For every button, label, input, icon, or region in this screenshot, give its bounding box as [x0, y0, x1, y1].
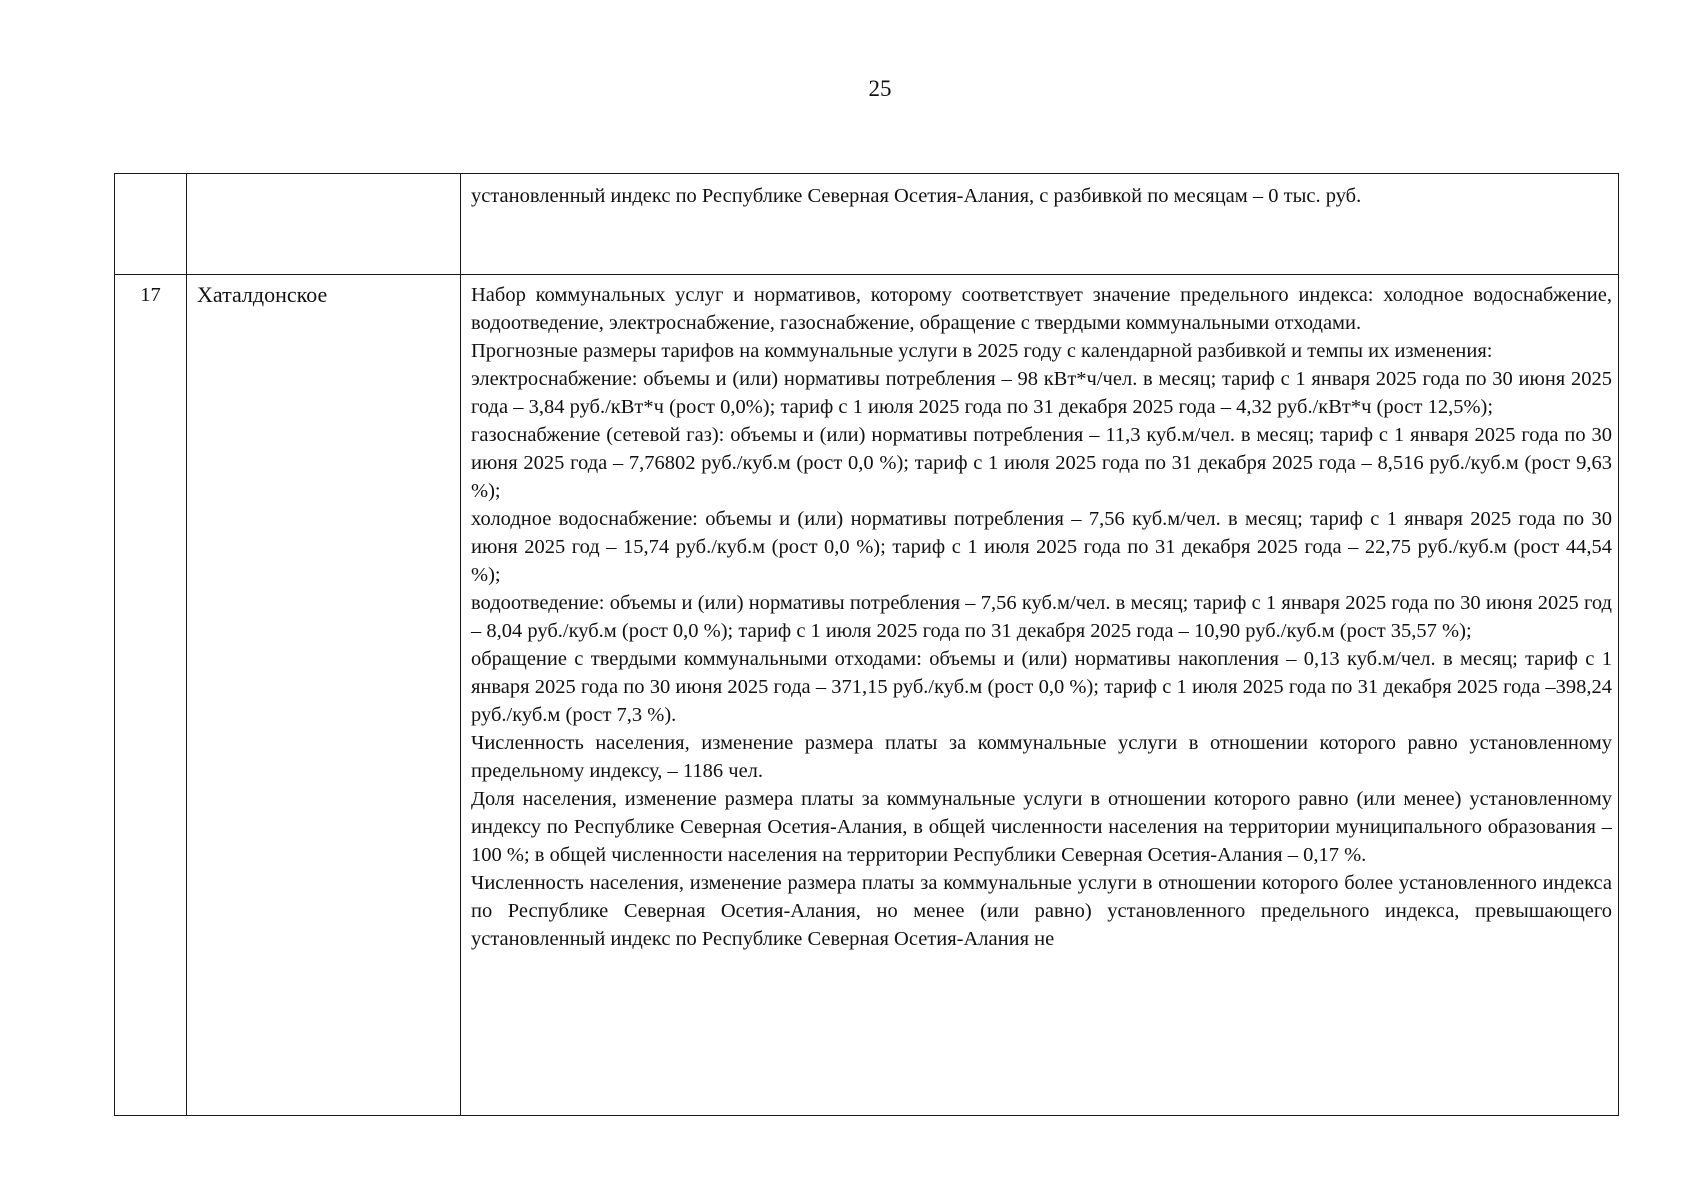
description-cell — [461, 174, 1619, 275]
municipality-name-cell: Хаталдонское — [187, 275, 461, 1116]
table-row — [115, 174, 1619, 275]
tariff-forecast-intro-paragraph: Прогнозные размеры тарифов на коммунальные услуги в 2025 году с календарной разбивкой и темпы их изменения: — [471, 340, 1493, 362]
population-above-index-paragraph: Численность населения, изменение размера платы за коммунальные услуги в отношении которого более установленного индекса по Республике Северная Осетия-Алания, но менее (или равно) установленного предельного индекса, превышающего установленный индекс по Республике Северная Осетия-Алания не — [471, 872, 1612, 950]
solid-waste-tariff-paragraph: обращение с твердыми коммунальными отходами: объемы и (или) нормативы накопления – 0,13 куб.м/чел. в месяц; тариф с 1 января 2025 года по 30 июня 2025 года – 371,15 руб./куб.м (рост 0,0 %); тариф с 1 июля 2025 года по 31 декабря 2025 года –398,24 руб./куб.м (рост 7,3 %). — [471, 648, 1612, 726]
description-paragraph: установленный индекс по Республике Северная Осетия-Алания, с разбивкой по месяцам – 0 тыс. руб. — [471, 185, 1362, 207]
gas-tariff-paragraph: газоснабжение (сетевой газ): объемы и (или) нормативы потребления – 11,3 куб.м/чел. в месяц; тариф с 1 января 2025 года по 30 июня 2025 года – 7,76802 руб./куб.м (рост 0,0 %); тариф с 1 июля 2025 года по 31 декабря 2025 года – 8,516 руб./куб.м (рост 9,63 %); — [471, 424, 1612, 502]
row-number-cell — [115, 174, 187, 275]
municipality-name-cell — [187, 174, 461, 275]
population-count-paragraph: Численность населения, изменение размера платы за коммунальные услуги в отношении которого равно установленному предельному индексу, – 1186 чел. — [471, 732, 1612, 782]
service-set-paragraph: Набор коммунальных услуг и нормативов, которому соответствует значение предельного индекса: холодное водоснабжение, водоотведение, электроснабжение, газоснабжение, обращение с твердыми коммунальными отходами. — [471, 284, 1612, 334]
table-row — [115, 275, 1619, 1116]
row-number-cell: 17 — [115, 275, 187, 1116]
page-number: 25 — [868, 76, 892, 101]
population-share-paragraph: Доля населения, изменение размера платы за коммунальные услуги в отношении которого равно (или менее) установленному индексу по Республике Северная Осетия-Алания, в общей численности населения на территории муниципального образования – 100 %; в общей численности населения на территории Республики Северная Осетия-Алания – 0,17 %. — [471, 788, 1612, 866]
electricity-tariff-paragraph: электроснабжение: объемы и (или) нормативы потребления – 98 кВт*ч/чел. в месяц; тариф с 1 января 2025 года по 30 июня 2025 года – 3,84 руб./кВт*ч (рост 0,0%); тариф с 1 июля 2025 года по 31 декабря 2025 года – 4,32 руб./кВт*ч (рост 12,5%); — [471, 368, 1612, 418]
description-cell — [461, 275, 1619, 1116]
cold-water-tariff-paragraph: холодное водоснабжение: объемы и (или) нормативы потребления – 7,56 куб.м/чел. в месяц; тариф с 1 января 2025 года по 30 июня 2025 год – 15,74 руб./куб.м (рост 0,0 %); тариф с 1 июля 2025 года по 31 декабря 2025 года – 22,75 руб./куб.м (рост 44,54 %); — [471, 508, 1612, 586]
sewerage-tariff-paragraph: водоотведение: объемы и (или) нормативы потребления – 7,56 куб.м/чел. в месяц; тариф с 1 января 2025 года по 30 июня 2025 год – 8,04 руб./куб.м (рост 0,0 %); тариф с 1 июля 2025 года по 31 декабря 2025 года – 10,90 руб./куб.м (рост 35,57 %); — [471, 592, 1612, 642]
municipality-tariff-table — [114, 173, 1619, 1116]
